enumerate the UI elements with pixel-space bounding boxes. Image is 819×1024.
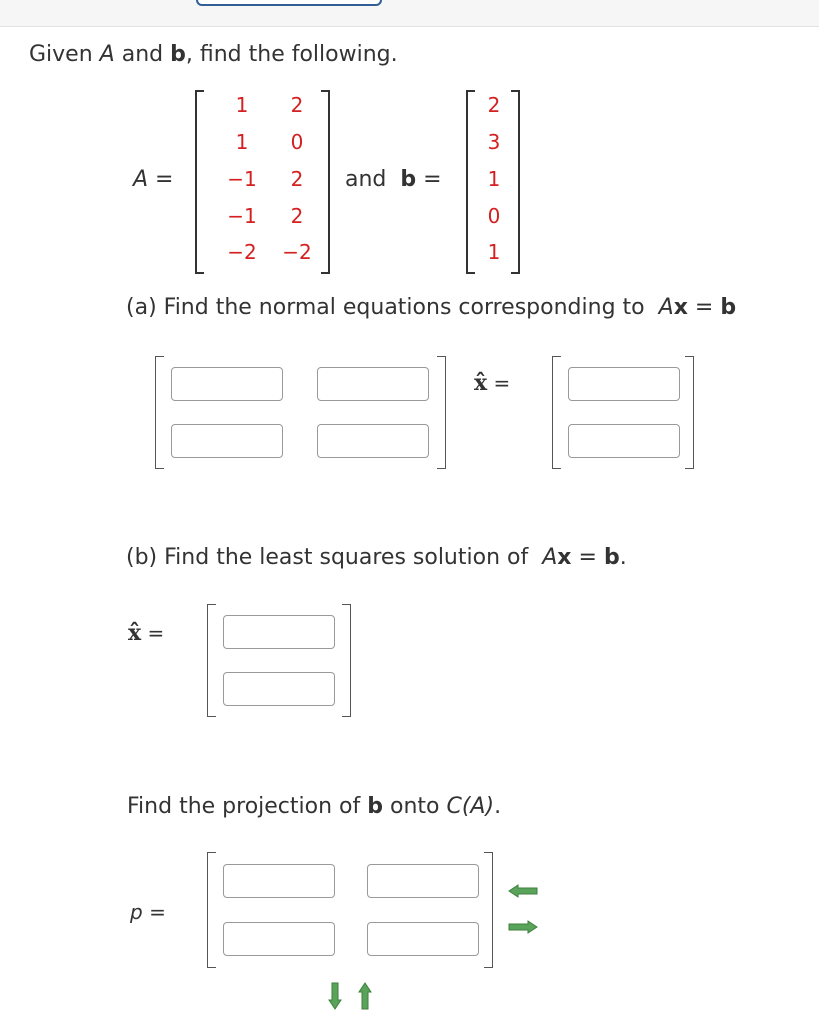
matrix-a-cell: 1 [235,93,249,117]
part-b-heading: (b) Find the least squares solution of Ax = b. [126,545,627,570]
p-input-r2c1[interactable] [223,922,335,956]
p-input-r1c1[interactable] [223,864,335,898]
add-column-arrow-icon[interactable] [508,920,538,934]
problem-prompt: Given A and b, find the following. [29,42,398,67]
remove-row-arrow-icon[interactable] [358,982,372,1010]
ata-left-bracket [155,356,164,469]
vector-b-cell: 1 [487,240,501,264]
matrix-a-cell: 1 [235,130,249,154]
ata-right-bracket [437,356,446,469]
atb-left-bracket [552,356,561,469]
xhat-right-bracket [342,604,351,717]
projection-p-label: p = [130,900,166,924]
part-a-heading: (a) Find the normal equations corresponding to Ax = b [126,295,737,320]
vector-b-cell: 1 [487,167,501,191]
matrix-a-cell: 0 [290,130,304,154]
part-a-xhat-label: x̂ = [474,370,511,396]
p-input-r1c2[interactable] [367,864,479,898]
add-row-arrow-icon[interactable] [328,982,342,1010]
xhat-left-bracket [207,604,216,717]
top-bar [0,0,819,27]
ata-input-r1c2[interactable] [317,367,429,401]
vector-b-cell: 2 [487,93,501,117]
ata-input-r2c2[interactable] [317,424,429,458]
xhat-input-2[interactable] [223,672,335,706]
p-left-bracket [207,852,216,968]
atb-input-2[interactable] [568,424,680,458]
vector-b-cell: 0 [487,204,501,228]
matrix-a-cell: 2 [290,93,304,117]
p-right-bracket [484,852,493,968]
p-input-r2c2[interactable] [367,922,479,956]
atb-right-bracket [685,356,694,469]
xhat-input-1[interactable] [223,615,335,649]
matrix-a-right-bracket [321,90,330,274]
matrix-a-cell: 2 [290,204,304,228]
matrix-a-cell: −2 [227,240,257,264]
remove-column-arrow-icon[interactable] [508,884,538,898]
matrix-a-label: A = [133,167,174,192]
projection-heading: Find the projection of b onto C(A). [127,794,502,819]
matrix-a-cell: −2 [282,240,312,264]
ata-input-r1c1[interactable] [171,367,283,401]
atb-input-1[interactable] [568,367,680,401]
ata-input-r2c1[interactable] [171,424,283,458]
part-b-xhat-label: x̂ = [128,620,165,646]
matrix-a-cell: −1 [227,204,257,228]
matrix-a-left-bracket [195,90,204,274]
vector-b-cell: 3 [487,130,501,154]
matrix-a-cell: −1 [227,167,257,191]
top-button[interactable] [196,0,382,6]
matrix-a-cell: 2 [290,167,304,191]
vector-b-label: and b = [345,167,442,192]
